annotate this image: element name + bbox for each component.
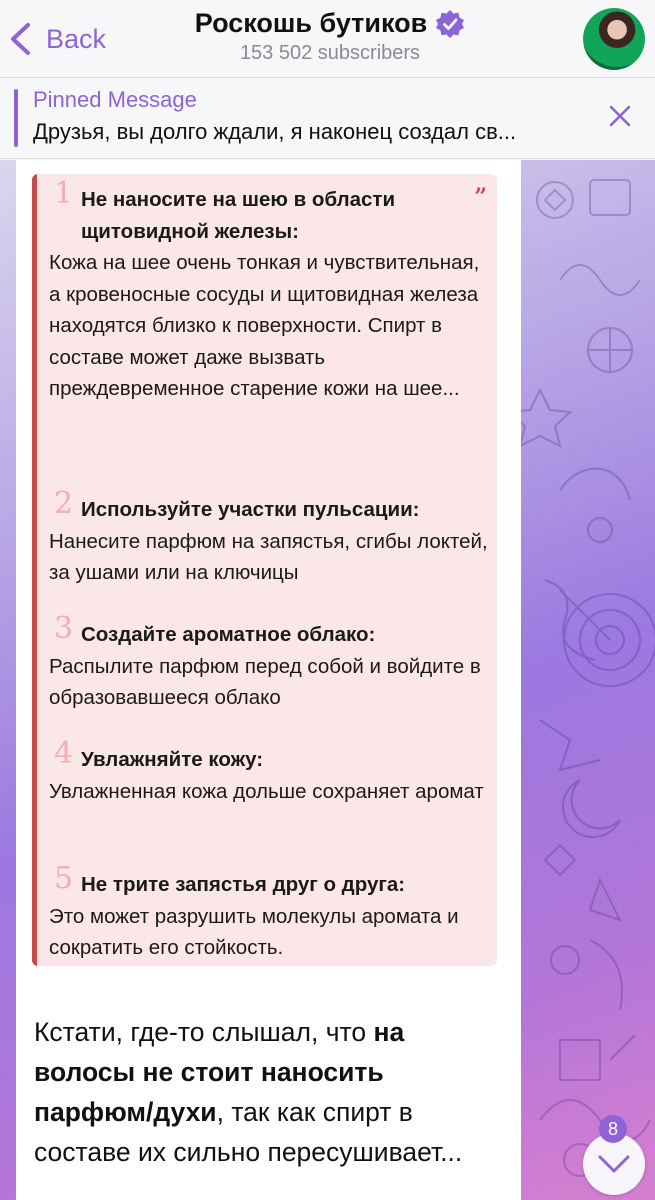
close-icon[interactable]: [607, 103, 633, 129]
chat-area[interactable]: [0, 160, 655, 1200]
message-text: [34, 1012, 509, 1172]
tip-number: 5: [54, 861, 74, 896]
tip-item: [49, 176, 489, 405]
pinned-text: Друзья, вы долго ждали, я наконец создал св...: [33, 119, 517, 144]
tip-body: Кожа на шее очень тонкая и чувствительная, а кровеносные сосуды и щитовидная железа находятся близко к поверхности. Спирт в составе может даже вызвать преждевременное старение кожи на шее...: [49, 251, 480, 400]
pinned-message-bar[interactable]: [0, 79, 655, 159]
tip-heading: Не наносите на шею в области щитовидной железы:: [81, 188, 396, 243]
message-bubble[interactable]: [16, 160, 521, 1200]
tip-item: [49, 611, 489, 714]
tip-item: [49, 486, 489, 589]
tip-body: Увлажненная кожа дольше сохраняет аромат: [49, 779, 484, 803]
chevron-left-icon: [6, 22, 36, 56]
channel-title: Роскошь бутиков: [194, 8, 428, 38]
tip-body: Это может разрушить молекулы аромата и сократить его стойкость.: [49, 904, 459, 959]
channel-avatar[interactable]: [583, 8, 645, 70]
tip-number: 1: [54, 176, 74, 211]
quote-mark-icon: ”: [474, 184, 487, 210]
subscriber-count: 153 502 subscribers: [239, 42, 421, 64]
tip-item: [49, 861, 489, 964]
tip-heading: Используйте участки пульсации:: [81, 498, 420, 521]
message-text-part: , так как спирт в составе их сильно пересушивает...: [34, 1097, 463, 1167]
back-button[interactable]: [6, 14, 106, 64]
message-text-part: Кстати, где-то слышал, что: [34, 1017, 374, 1047]
tip-body: Нанесите парфюм на запястья, сгибы локтей, за ушами или на ключицы: [49, 529, 488, 584]
tip-number: 3: [54, 611, 74, 646]
tip-number: 2: [54, 486, 74, 521]
channel-info[interactable]: [150, 8, 510, 65]
tip-heading: Создайте ароматное облако:: [81, 623, 376, 646]
chevron-down-icon: [598, 1153, 630, 1175]
message-text-bold: на волосы не стоит наносить парфюм/духи: [34, 1017, 405, 1127]
verified-badge-icon: [435, 9, 465, 39]
tip-heading: Не трите запястья друг о друга:: [81, 873, 406, 896]
back-label: Back: [46, 23, 107, 54]
tip-body: Распылите парфюм перед собой и войдите в образовавшееся облако: [49, 654, 481, 709]
tip-number: 4: [54, 736, 74, 771]
quote-accent-bar: [32, 174, 37, 966]
tip-heading: Увлажняйте кожу:: [81, 748, 264, 771]
pinned-indicator: [14, 89, 18, 147]
unread-badge: 8: [599, 1115, 627, 1143]
pinned-title: Pinned Message: [33, 87, 197, 112]
block-quote: [32, 174, 497, 966]
tip-item: [49, 736, 489, 807]
chat-header: [0, 0, 655, 78]
